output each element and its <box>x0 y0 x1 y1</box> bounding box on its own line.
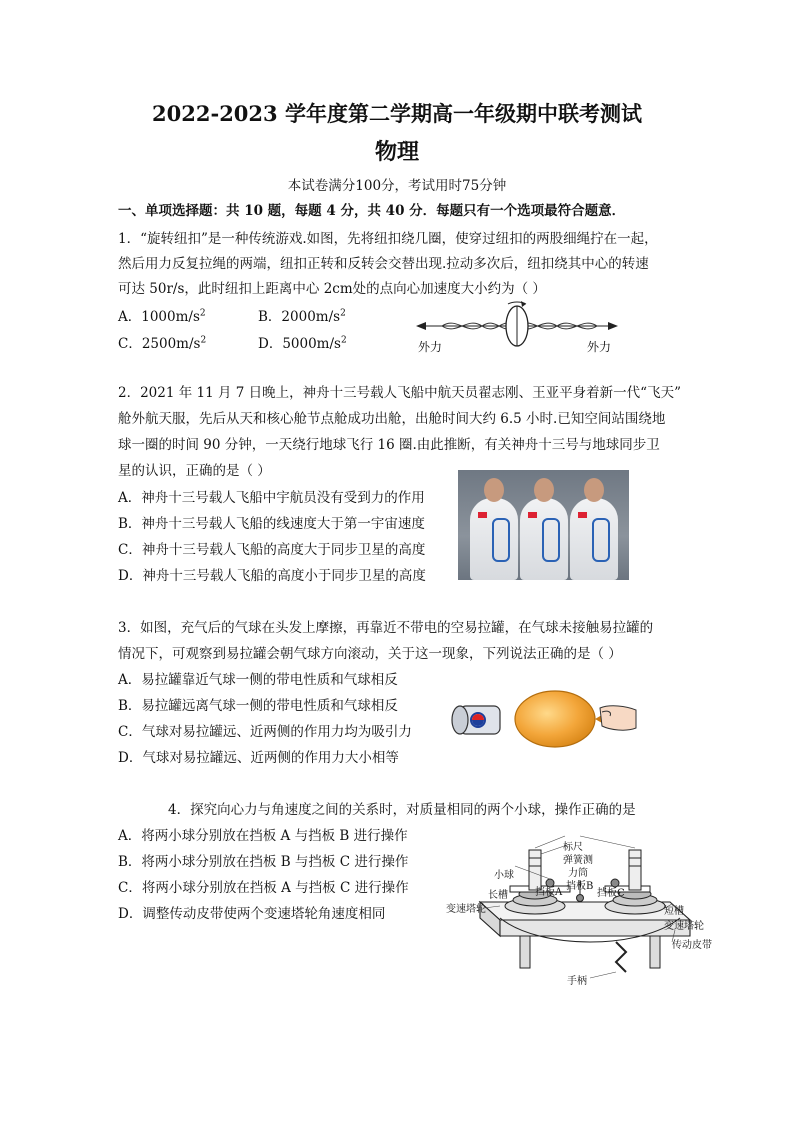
q4-option-d[interactable]: D．调整传动皮带使两个变速塔轮角速度相同 <box>118 906 386 922</box>
soda-can <box>452 706 500 734</box>
label-ball: 小球 <box>494 870 514 881</box>
q1-option-c[interactable]: C．$2500m/s^2$ <box>118 335 207 352</box>
q2-line-2: 舱外航天服，先后从天和核心舱节点舱成功出舱，出舱时间大约 6.5 小时.已知空间站围绕地 <box>118 411 666 427</box>
q3-line-2: 情况下，可观察到易拉罐会朝气球方向滚动，关于这一现象，下列说法正确的是（ ） <box>118 646 622 662</box>
section-heading: 一、单项选择题：共 10 题，每题 4 分，共 40 分．每题只有一个选项最符合题意． <box>118 203 626 219</box>
q1-line-3: 可达 50r/s，此时纽扣上距离中心 2cm处的点向心加速度大小约为（ ） <box>118 281 546 297</box>
q2-line-4: 星的认识，正确的是（ ） <box>118 463 271 479</box>
astronauts-photo <box>458 470 629 580</box>
q2-line-1: 2．2021 年 11 月 7 日晚上，神舟十三号载人飞船中航天员翟志刚、王亚平身着新一代“飞天” <box>118 385 681 401</box>
label-long-groove: 长槽 <box>488 890 508 901</box>
q4-option-a[interactable]: A．将两小球分别放在挡板 A 与挡板 B 进行操作 <box>118 828 408 844</box>
q3-line-1: 3．如图，充气后的气球在头发上摩擦，再靠近不带电的空易拉罐，在气球未接触易拉罐的 <box>118 620 654 636</box>
q2-option-d[interactable]: D．神舟十三号载人飞船的高度小于同步卫星的高度 <box>118 568 426 584</box>
label-belt: 传动皮带 <box>672 940 712 951</box>
exam-info: 本试卷满分100分，考试用时75分钟 <box>287 178 507 194</box>
label-ruler: 标尺 <box>563 842 583 853</box>
label-wheel-right: 变速塔轮 <box>664 921 704 932</box>
q1-left-force-label: 外力 <box>418 340 443 354</box>
q1-option-d[interactable]: D．$5000m/s^2$ <box>258 335 347 352</box>
label-wheel-left: 变速塔轮 <box>446 904 486 915</box>
label-plate-c: 挡板C <box>597 888 625 899</box>
q2-line-3: 球一圈的时间 90 分钟，一天绕行地球飞行 16 圈.由此推断，有关神舟十三号与地球同步卫 <box>118 437 660 453</box>
label-spring-1: 弹簧测 <box>563 855 593 866</box>
q1-option-a[interactable]: A．$1000m/s^2$ <box>118 308 206 325</box>
q1-line-1: 1．“旋转纽扣”是一种传统游戏.如图，先将纽扣绕几圈，使穿过纽扣的两股细绳拧在一起， <box>118 231 658 247</box>
q2-option-b[interactable]: B．神舟十三号载人飞船的线速度大于第一宇宙速度 <box>118 516 425 532</box>
q1-right-force-label: 外力 <box>587 340 612 354</box>
q3-option-d[interactable]: D．气球对易拉罐远、近两侧的作用力大小相等 <box>118 750 399 766</box>
q1-line-2: 然后用力反复拉绳的两端，纽扣正转和反转会交替出现.拉动多次后，纽扣绕其中心的转速 <box>118 256 649 272</box>
q4-stem: 4．探究向心力与角速度之间的关系时，对质量相同的两个小球，操作正确的是 <box>168 802 636 818</box>
q2-option-a[interactable]: A．神舟十三号载人飞船中宇航员没有受到力的作用 <box>118 490 425 506</box>
q1-option-b[interactable]: B．$2000m/s^2$ <box>258 308 346 325</box>
label-plate-b: 挡板B <box>566 881 594 892</box>
q3-option-c[interactable]: C．气球对易拉罐远、近两侧的作用力均为吸引力 <box>118 724 412 740</box>
balloon-can-figure <box>450 686 640 752</box>
label-handle: 手柄 <box>567 976 587 987</box>
q4-option-b[interactable]: B．将两小球分别放在挡板 B 与挡板 C 进行操作 <box>118 854 409 870</box>
label-short-groove: 短槽 <box>664 906 684 917</box>
q3-option-a[interactable]: A．易拉罐靠近气球一侧的带电性质和气球相反 <box>118 672 398 688</box>
subject-title: 物理 <box>374 139 419 165</box>
exam-title: 2022-2023 学年度第二学期高一年级期中联考测试 <box>152 101 642 126</box>
label-spring-2: 力筒 <box>568 868 588 879</box>
q2-option-c[interactable]: C．神舟十三号载人飞船的高度大于同步卫星的高度 <box>118 542 426 558</box>
q4-option-c[interactable]: C．将两小球分别放在挡板 A 与挡板 C 进行操作 <box>118 880 409 896</box>
q3-option-b[interactable]: B．易拉罐远离气球一侧的带电性质和气球相反 <box>118 698 398 714</box>
label-plate-a: 挡板A <box>535 887 563 898</box>
